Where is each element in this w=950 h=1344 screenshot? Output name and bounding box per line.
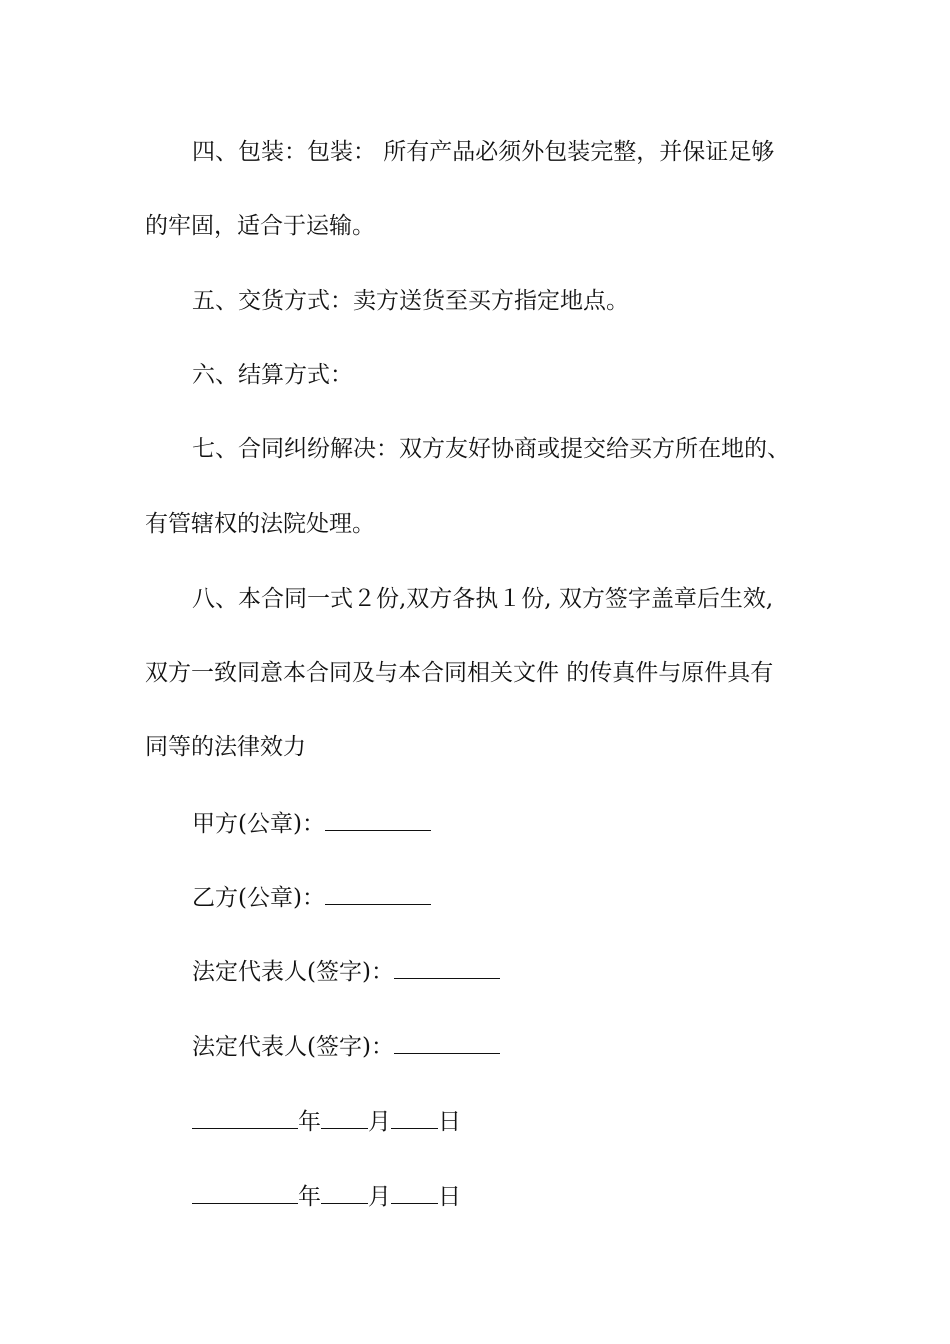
date-b-year-blank[interactable]: [192, 1181, 298, 1204]
party-b-label: 乙方(公章)：: [192, 885, 325, 911]
clause-4-line-2: 的牢固，适合于运输。: [145, 213, 375, 239]
party-a-signature-blank[interactable]: [325, 808, 431, 831]
date-a-day-blank[interactable]: [391, 1106, 438, 1129]
party-a-signature-row: [192, 808, 882, 839]
clause-5: 五、交货方式：卖方送货至买方指定地点。: [192, 288, 629, 314]
legal-rep-b-label: 法定代表人(签字)：: [192, 1034, 394, 1060]
date-b-year-label: 年: [298, 1184, 321, 1210]
date-b-month-label: 月: [368, 1184, 391, 1210]
date-a-month-blank[interactable]: [321, 1106, 368, 1129]
clause-8-line-3: 同等的法律效力: [145, 734, 306, 760]
party-b-signature-row: [192, 882, 882, 913]
legal-rep-a-label: 法定代表人(签字)：: [192, 959, 394, 985]
date-b-day-label: 日: [438, 1184, 461, 1210]
date-a-year-label: 年: [298, 1109, 321, 1135]
party-a-label: 甲方(公章)：: [192, 811, 325, 837]
clause-8-line-1: 八、本合同一式２份,双方各执１份, 双方签字盖章后生效,: [192, 586, 774, 612]
date-a-month-label: 月: [368, 1109, 391, 1135]
clause-4-line-1: 四、包装：包装： 所有产品必须外包装完整，并保证足够: [192, 139, 775, 165]
clause-6: 六、结算方式：: [192, 362, 353, 388]
legal-rep-a-signature-blank[interactable]: [394, 956, 500, 979]
date-b-month-blank[interactable]: [321, 1181, 368, 1204]
party-b-signature-blank[interactable]: [325, 882, 431, 905]
legal-rep-b-signature-blank[interactable]: [394, 1031, 500, 1054]
clause-7-line-1: 七、合同纠纷解决：双方友好协商或提交给买方所在地的、: [192, 436, 790, 462]
date-b-day-blank[interactable]: [391, 1181, 438, 1204]
date-row-b: [192, 1181, 882, 1212]
legal-rep-b-row: [192, 1031, 882, 1062]
clause-8-line-2: 双方一致同意本合同及与本合同相关文件 的传真件与原件具有: [145, 660, 774, 686]
clause-7-line-2: 有管辖权的法院处理。: [145, 511, 375, 537]
date-a-year-blank[interactable]: [192, 1106, 298, 1129]
legal-rep-a-row: [192, 956, 882, 987]
date-row-a: [192, 1106, 882, 1137]
date-a-day-label: 日: [438, 1109, 461, 1135]
